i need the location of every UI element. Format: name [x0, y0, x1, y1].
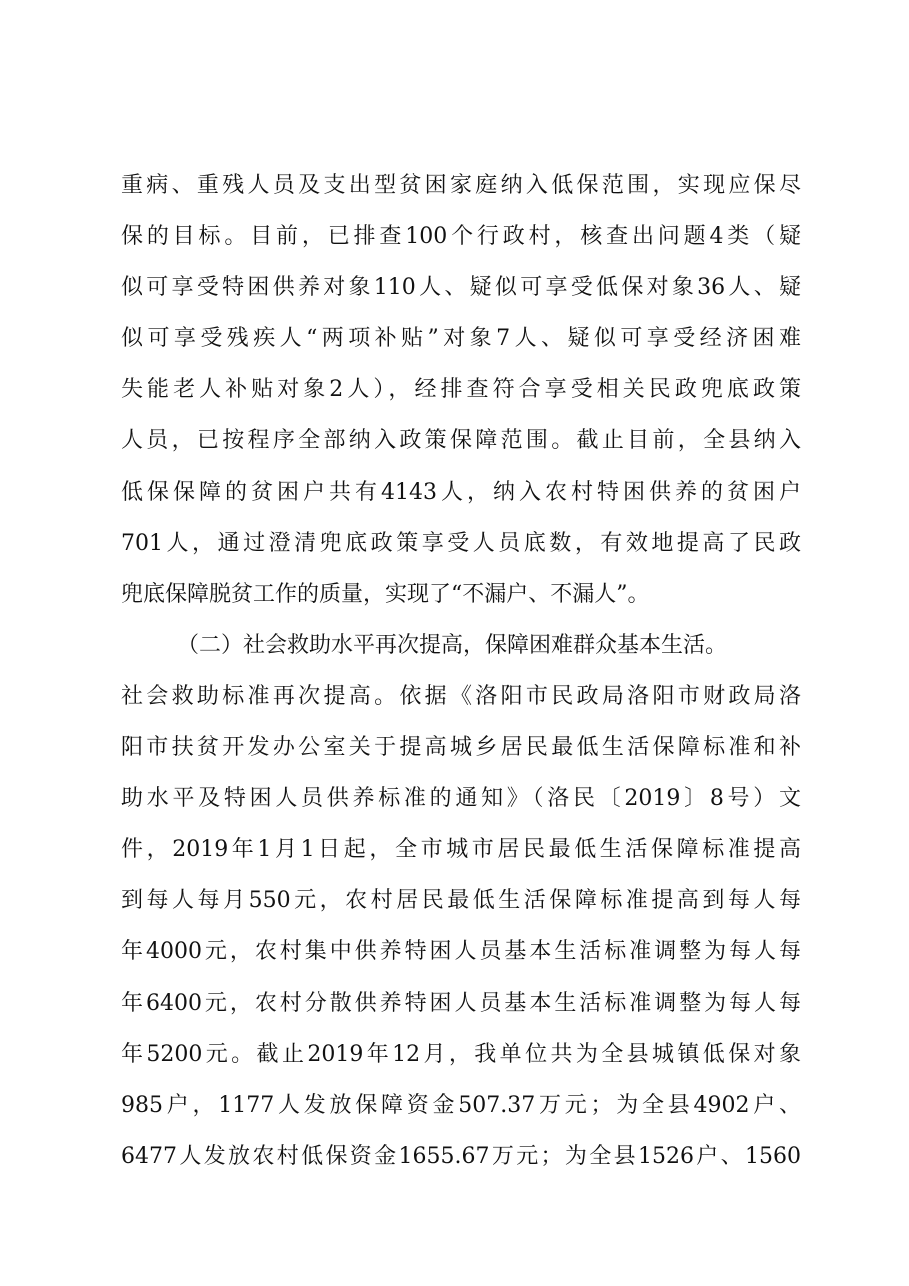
body-text: [121, 160, 801, 1182]
text-line: 年5200元。截止2019年12月，我单位共为全县城镇低保对象: [121, 1041, 801, 1067]
text-line: 件，2019年1月1日起，全市城市居民最低生活保障标准提高: [121, 837, 801, 863]
text-line: 保的目标。目前，已排查100个行政村，核查出问题4类（疑: [121, 224, 801, 250]
section-heading: （二）社会救助水平再次提高，保障困难群众基本生活。: [177, 632, 728, 658]
text-line: 年6400元，农村分散供养特困人员基本生活标准调整为每人每: [121, 990, 801, 1016]
text-line: 985户，1177人发放保障资金507.37万元；为全县4902户、: [121, 1092, 801, 1118]
text-line: 6477人发放农村低保资金1655.67万元；为全县1526户、1560: [121, 1143, 801, 1169]
text-line: 重病、重残人员及支出型贫困家庭纳入低保范围，实现应保尽: [121, 173, 801, 198]
text-line: 助水平及特困人员供养标准的通知》（洛民〔2019〕8号）文: [121, 786, 801, 812]
text-line: 社会救助标准再次提高。依据《洛阳市民政局洛阳市财政局洛: [121, 683, 801, 709]
text-line: 似可享受特困供养对象110人、疑似可享受低保对象36人、疑: [121, 275, 801, 301]
text-line: 701人，通过澄清兜底政策享受人员底数，有效地提高了民政: [121, 530, 801, 556]
text-line: 阳市扶贫开发办公室关于提高城乡居民最低生活保障标准和补: [121, 735, 801, 761]
text-line: 低保保障的贫困户共有4143人，纳入农村特困供养的贫困户: [121, 479, 801, 505]
text-line: 到每人每月550元，农村居民最低生活保障标准提高到每人每: [121, 888, 801, 914]
text-line: 人员，已按程序全部纳入政策保障范围。截止目前，全县纳入: [121, 428, 801, 454]
text-line: 失能老人补贴对象2人），经排查符合享受相关民政兜底政策: [121, 377, 801, 403]
text-line: 兜底保障脱贫工作的质量，实现了“不漏户、不漏人”。: [121, 581, 650, 607]
text-line: 似可享受残疾人“两项补贴”对象7人、疑似可享受经济困难: [121, 326, 801, 352]
text-line: 年4000元，农村集中供养特困人员基本生活标准调整为每人每: [121, 939, 801, 965]
